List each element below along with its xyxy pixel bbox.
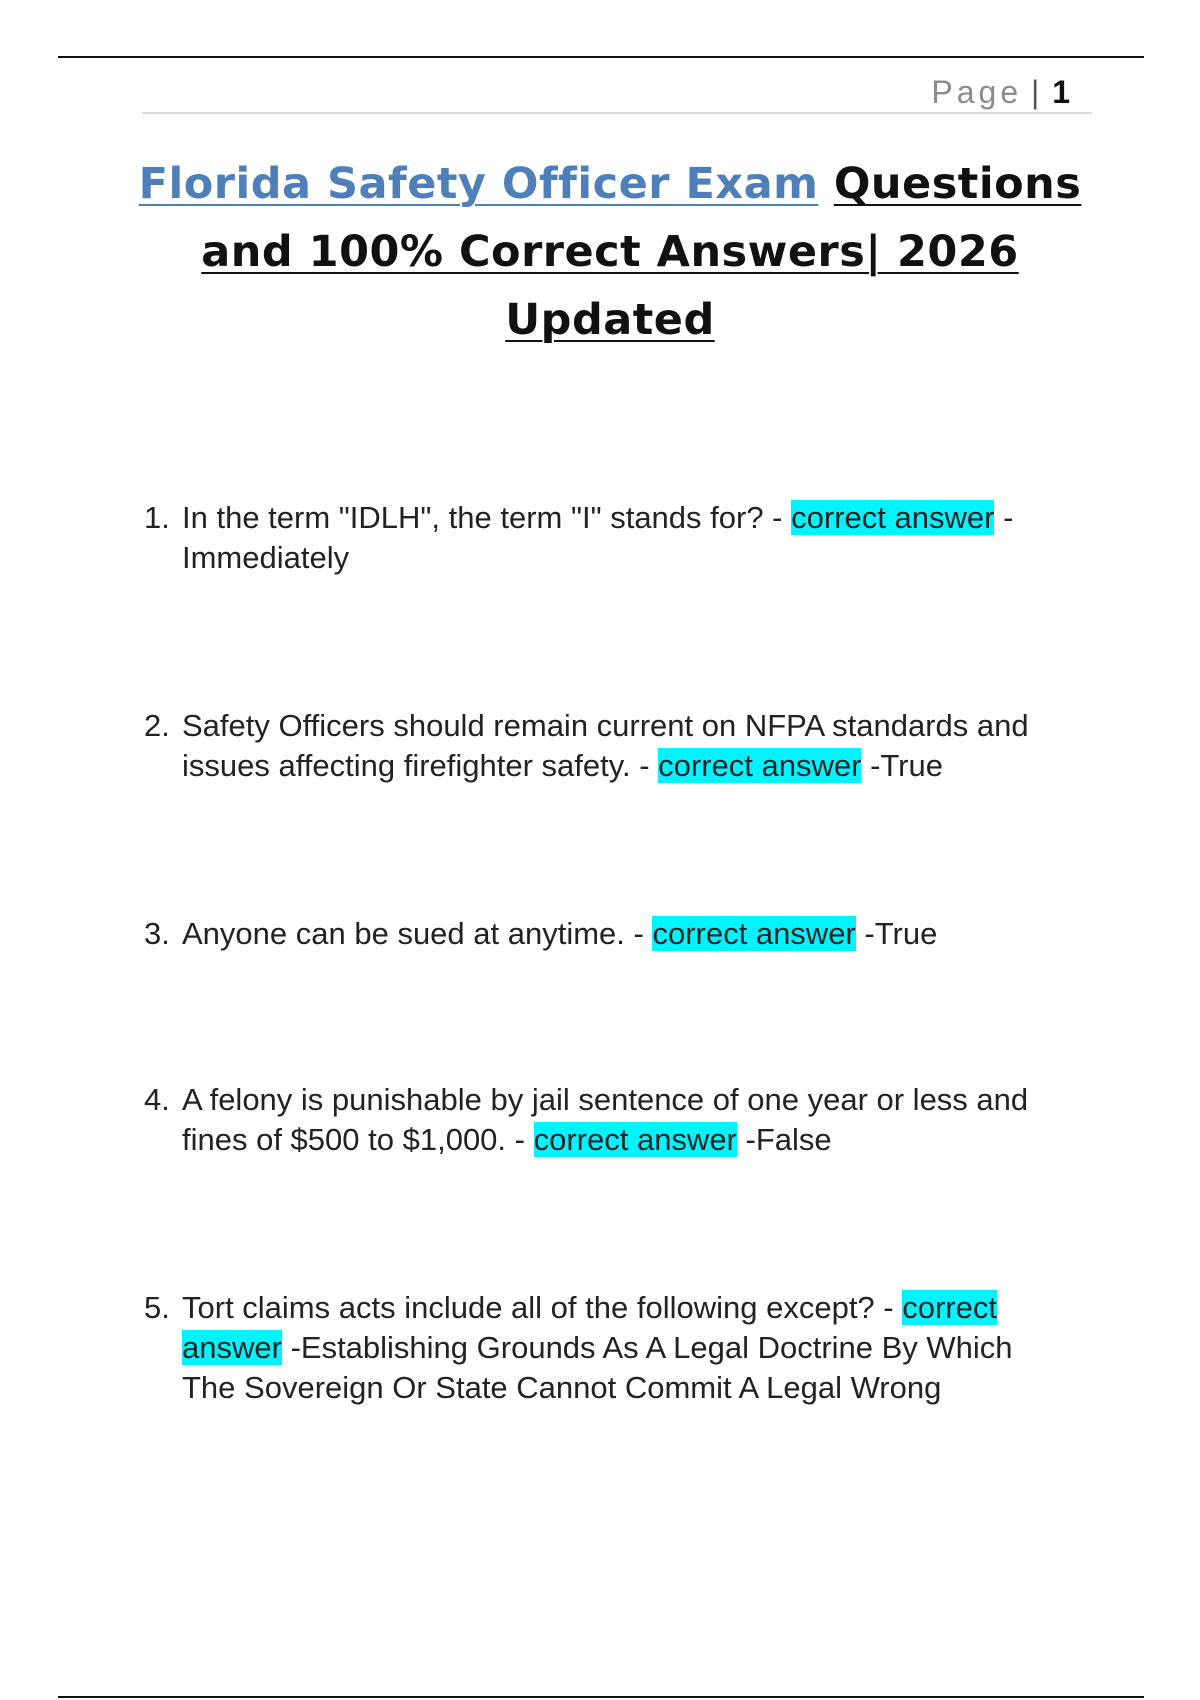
answer-text: -True (864, 916, 938, 951)
question-number: 5. (144, 1290, 170, 1325)
question-text: Anyone can be sued at anytime. - (182, 916, 644, 951)
top-rule (58, 56, 1144, 58)
question-text: Safety Officers should remain current on NFPA standards and issues affecting firefighter safety. - (182, 708, 1029, 783)
answer-text: -True (870, 748, 943, 783)
question-text: Tort claims acts include all of the following except? - (182, 1290, 894, 1325)
title-link[interactable]: Florida Safety Officer Exam (138, 159, 819, 209)
document-title (130, 150, 1090, 354)
question-text: In the term "IDLH", the term "I" stands for? - (182, 500, 783, 535)
question-item (144, 498, 1064, 578)
correct-answer-highlight: correct answer (791, 500, 995, 535)
correct-answer-highlight: correct answer (658, 748, 862, 783)
question-item (144, 706, 1064, 786)
correct-answer-highlight: correct answer (652, 916, 856, 951)
page-header (142, 70, 1092, 114)
question-text: A felony is punishable by jail sentence of one year or less and fines of $500 to $1,000. - (182, 1082, 1029, 1157)
question-list (144, 498, 1064, 1408)
answer-text: - Immediately (182, 500, 1014, 575)
title-rest: Questions and 100% Correct Answers| 2026 Updated (201, 159, 1082, 345)
question-number: 1. (144, 500, 170, 535)
question-item (144, 1288, 1064, 1408)
page-indicator (931, 74, 1070, 110)
answer-text: -Establishing Grounds As A Legal Doctrine By Which The Sovereign Or State Cannot Commit A Legal Wrong (182, 1330, 1013, 1405)
answer-text: -False (745, 1122, 832, 1157)
question-item (144, 914, 1064, 954)
question-number: 4. (144, 1082, 170, 1117)
page-separator: | (1031, 74, 1040, 110)
question-item (144, 1080, 1064, 1160)
page-number: 1 (1052, 74, 1070, 110)
question-number: 3. (144, 916, 170, 951)
bottom-rule (58, 1696, 1144, 1698)
correct-answer-highlight: correct answer (182, 1290, 997, 1365)
question-number: 2. (144, 708, 170, 743)
page-word: Page (931, 74, 1023, 110)
correct-answer-highlight: correct answer (533, 1122, 737, 1157)
